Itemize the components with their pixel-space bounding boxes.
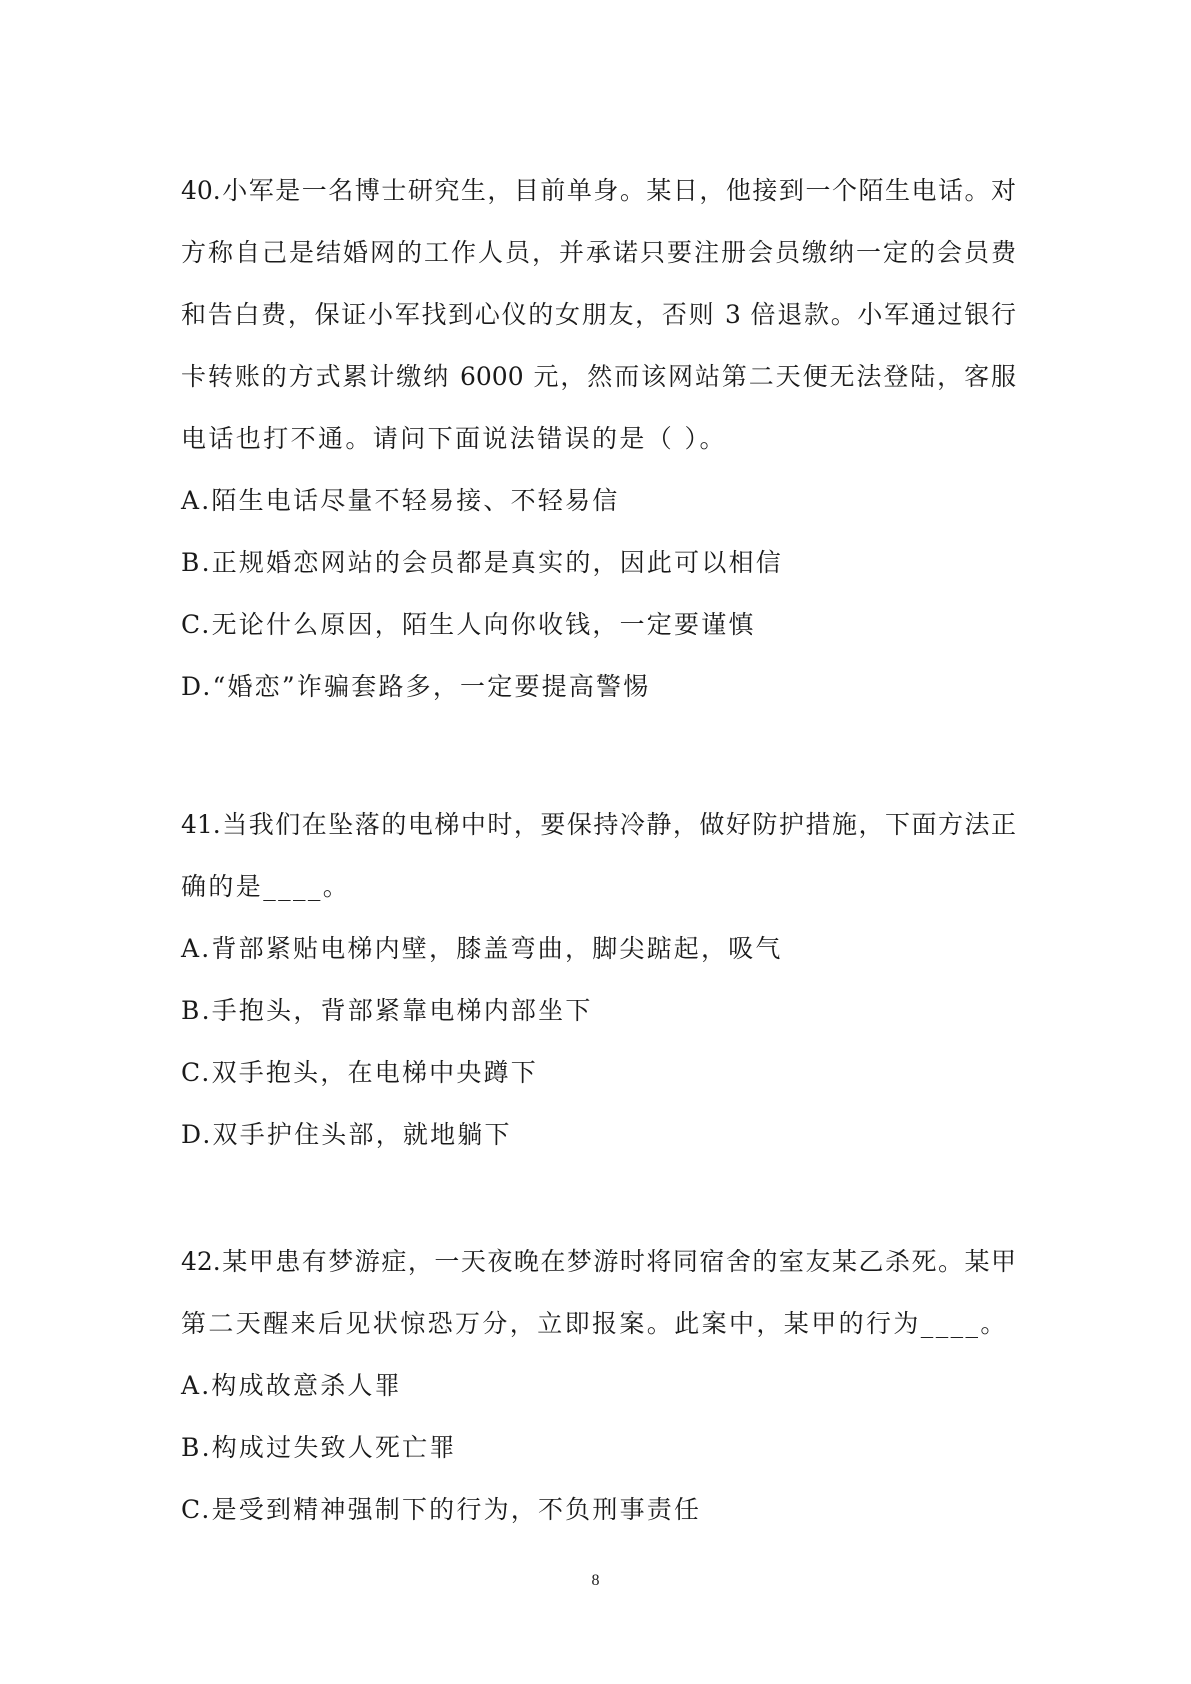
question-stem-line: 确的是____。 [181,872,351,901]
question-stem-line: 卡转账的方式累计缴纳 6000 元，然而该网站第二天便无法登陆，客服 [181,362,1016,391]
answer-option-a: A.背部紧贴电梯内壁，膝盖弯曲，脚尖踮起，吸气 [181,934,783,963]
answer-option-d: D.“婚恋”诈骗套路多，一定要提高警惕 [181,672,651,701]
question-stem-line: 40.小军是一名博士研究生，目前单身。某日，他接到一个陌生电话。对 [181,176,1016,205]
answer-option-c: C.无论什么原因，陌生人向你收钱，一定要谨慎 [181,610,756,639]
answer-option-a: A.构成故意杀人罪 [181,1371,402,1400]
answer-option-d: D.双手护住头部，就地躺下 [181,1120,512,1149]
question-stem-line: 第二天醒来后见状惊恐万分，立即报案。此案中，某甲的行为____。 [181,1309,1008,1338]
answer-option-c: C.是受到精神强制下的行为，不负刑事责任 [181,1495,702,1524]
answer-option-c: C.双手抱头，在电梯中央蹲下 [181,1058,538,1087]
page-number: 8 [591,1572,600,1589]
question-stem-line: 和告白费，保证小军找到心仪的女朋友，否则 3 倍退款。小军通过银行 [181,300,1016,329]
answer-option-b: B.正规婚恋网站的会员都是真实的，因此可以相信 [181,548,783,577]
question-41 [181,810,1016,1182]
question-stem-line: 电话也打不通。请问下面说法错误的是（ ）。 [181,424,727,453]
question-stem-line: 41.当我们在坠落的电梯中时，要保持冷静，做好防护措施，下面方法正 [181,810,1016,839]
answer-option-a: A.陌生电话尽量不轻易接、不轻易信 [181,486,620,515]
answer-option-b: B.手抱头，背部紧靠电梯内部坐下 [181,996,593,1025]
question-stem-line: 方称自己是结婚网的工作人员，并承诺只要注册会员缴纳一定的会员费 [181,238,1016,267]
question-stem-line: 42.某甲患有梦游症，一天夜晚在梦游时将同宿舍的室友某乙杀死。某甲 [181,1247,1016,1276]
question-40 [181,176,1016,734]
question-42 [181,1247,1016,1557]
answer-option-b: B.构成过失致人死亡罪 [181,1433,457,1462]
